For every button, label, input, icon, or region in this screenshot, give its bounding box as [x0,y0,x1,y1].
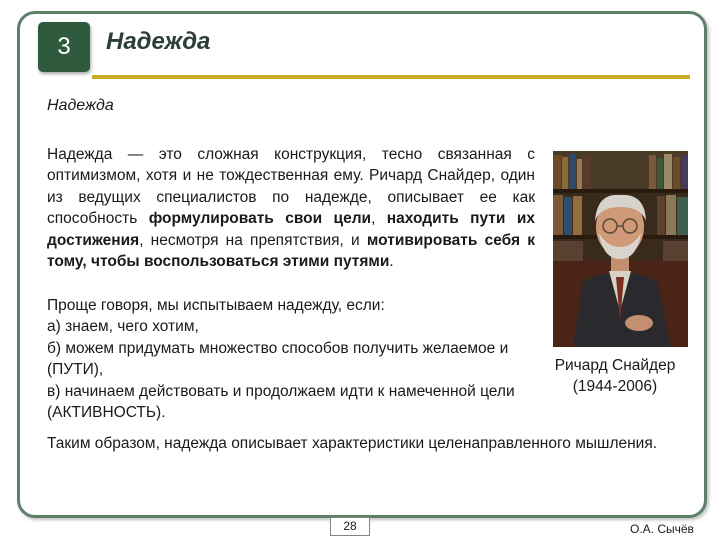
paragraph-text-1: Надежда — это сложная конструкция, тесно связанная с оптимизмом, хотя и не тождественная ему. Ричард Снайдер, один из ведущих специалистов по надежде, описывает ее как способность [47,146,535,228]
paragraph-bold-2: находить пути их достижения [47,210,535,249]
paragraph-text-3: , несмотря на препятствия, и [139,231,367,249]
paragraph-bold-3: мотивировать себя к тому, чтобы воспользоваться этими путями [47,231,535,271]
slide-number-badge: 3 [38,22,90,72]
title-underline [92,75,690,79]
paragraph-bold-1: формулировать свои цели [148,210,372,228]
main-paragraph [47,144,535,272]
hope-conditions-list [47,295,517,423]
author-name: О.А. Сычёв [630,522,694,536]
paragraph-text-4: . [389,253,394,271]
list-item: б) можем придумать множество способов получить желаемое и (ПУТИ), [47,339,509,379]
section-subtitle: Надежда [47,97,114,114]
slide-title: Надежда [106,28,211,55]
portrait-photo [553,151,688,347]
list-item: а) знаем, чего хотим, [47,318,199,336]
paragraph-text-2: , [371,210,387,228]
page-number: 28 [330,517,370,536]
conclusion-text: Таким образом, надежда описывает характеристики целенаправленного мышления. [47,435,658,452]
caption-name: Ричард Снайдер [554,357,676,374]
photo-caption [540,355,690,398]
list-intro: Проще говоря, мы испытываем надежду, если: [47,297,385,314]
caption-years: (1944-2006) [572,378,658,396]
list-item: в) начинаем действовать и продолжаем идти к намеченной цели (АКТИВНОСТЬ). [47,382,515,422]
